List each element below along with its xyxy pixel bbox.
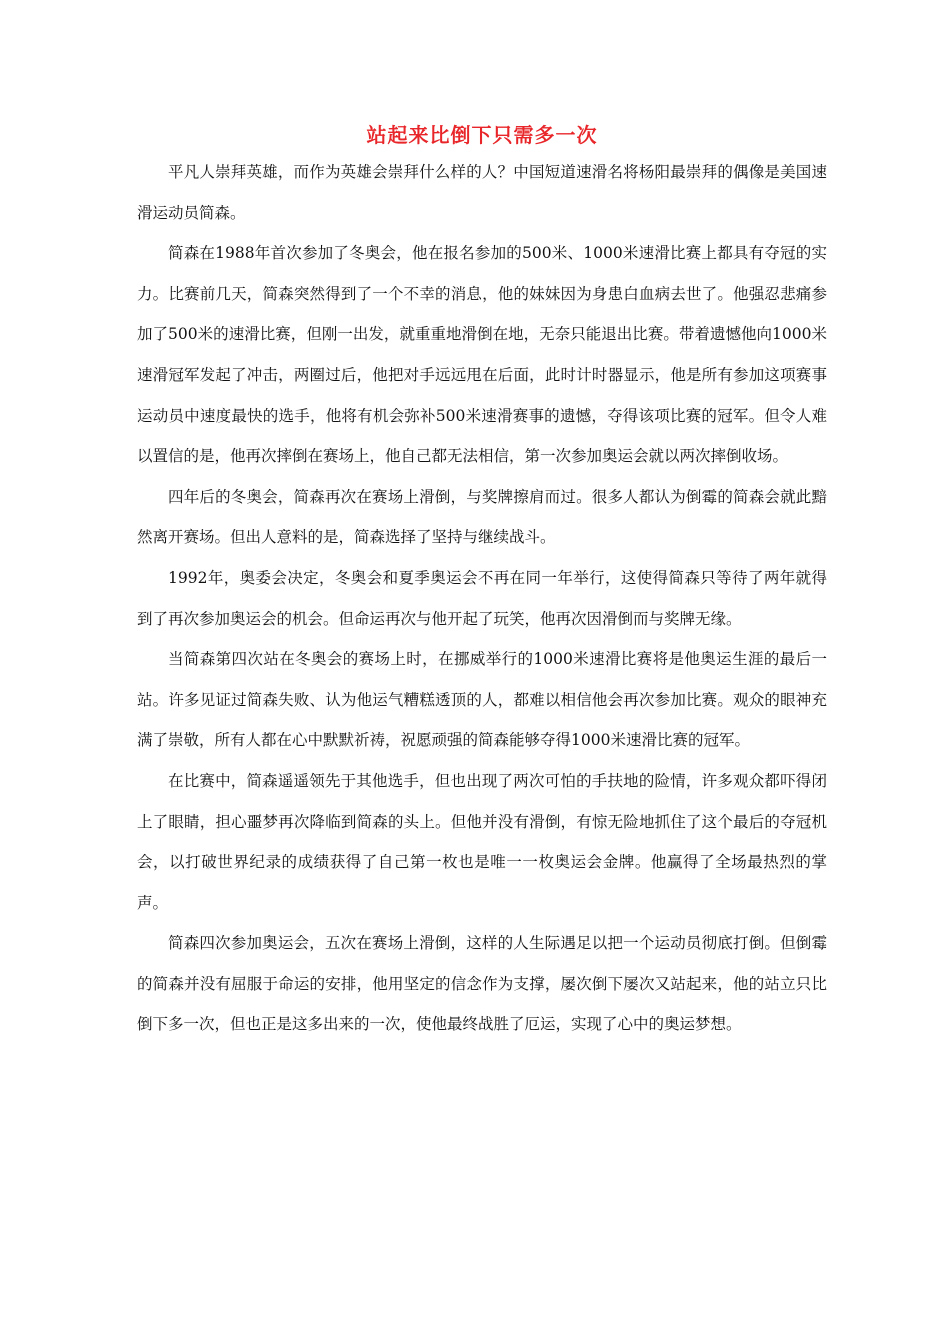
paragraph-4: 1992年，奥委会决定，冬奥会和夏季奥运会不再在同一年举行，这使得简森只等待了两年就得到了再次参加奥运会的机会。但命运再次与他开起了玩笑，他再次因滑倒而与奖牌无缘。 [137, 568, 827, 628]
document-page [137, 118, 827, 1045]
paragraph-7: 简森四次参加奥运会，五次在赛场上滑倒，这样的人生际遇足以把一个运动员彻底打倒。但倒霉的简森并没有屈服于命运的安排，他用坚定的信念作为支撑，屡次倒下屡次又站起来，他的站立只比倒下多一次，但也正是这多出来的一次，使他最终战胜了厄运，实现了心中的奥运梦想。 [137, 934, 827, 1034]
document-title: 站起来比倒下只需多一次 [366, 123, 598, 147]
paragraph-6: 在比赛中，简森遥遥领先于其他选手，但也出现了两次可怕的手扶地的险情，许多观众都吓得闭上了眼睛，担心噩梦再次降临到简森的头上。但他并没有滑倒，有惊无险地抓住了这个最后的夺冠机会，以打破世界纪录的成绩获得了自己第一枚也是唯一一枚奥运会金牌。他赢得了全场最热烈的掌声。 [137, 771, 827, 912]
paragraph-5: 当简森第四次站在冬奥会的赛场上时，在挪威举行的1000米速滑比赛将是他奥运生涯的最后一站。许多见证过简森失败、认为他运气糟糕透顶的人，都难以相信他会再次参加比赛。观众的眼神充满了崇敬，所有人都在心中默默祈祷，祝愿顽强的简森能够夺得1000米速滑比赛的冠军。 [137, 650, 827, 750]
paragraph-3: 四年后的冬奥会，简森再次在赛场上滑倒，与奖牌擦肩而过。很多人都认为倒霉的简森会就此黯然离开赛场。但出人意料的是，简森选择了坚持与继续战斗。 [137, 487, 827, 547]
paragraph-2: 简森在1988年首次参加了冬奥会，他在报名参加的500米、1000米速滑比赛上都具有夺冠的实力。比赛前几天，简森突然得到了一个不幸的消息，他的妹妹因为身患白血病去世了。他强忍悲痛参加了500米的速滑比赛，但刚一出发，就重重地滑倒在地，无奈只能退出比赛。带着遗憾他向1000米速滑冠军发起了冲击，两圈过后，他把对手远远甩在后面，此时计时器显示，他是所有参加这项赛事运动员中速度最快的选手，他将有机会弥补500米速滑赛事的遗憾，夺得该项比赛的冠军。但令人难以置信的是，他再次摔倒在赛场上，他自己都无法相信，第一次参加奥运会就以两次摔倒收场。 [137, 244, 827, 466]
paragraph-1: 平凡人崇拜英雄，而作为英雄会崇拜什么样的人？中国短道速滑名将杨阳最崇拜的偶像是美国速滑运动员简森。 [137, 163, 827, 222]
